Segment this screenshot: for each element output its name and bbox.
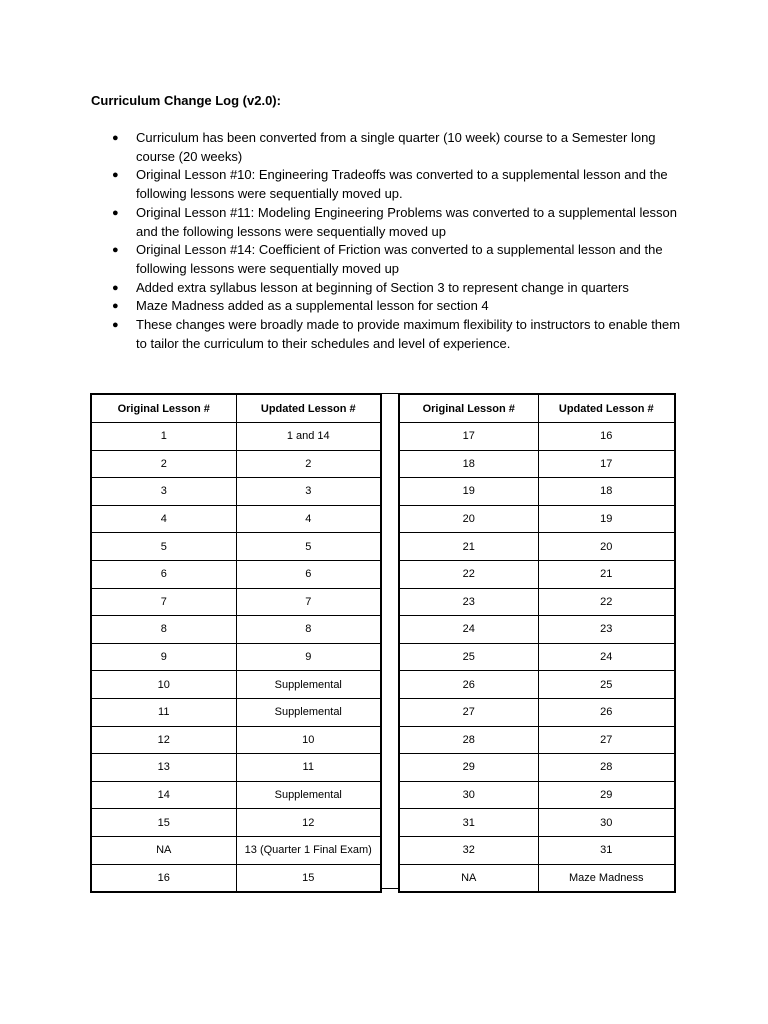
table-row (91, 450, 381, 478)
original-lesson-cell: 31 (399, 809, 538, 837)
updated-lesson-cell: 18 (538, 478, 675, 506)
table-row (399, 643, 675, 671)
change-note (91, 316, 683, 353)
original-lesson-cell: 28 (399, 726, 538, 754)
table-row (91, 671, 381, 699)
table-row (91, 643, 381, 671)
updated-lesson-cell: Supplemental (236, 781, 381, 809)
original-lesson-cell: 29 (399, 754, 538, 782)
original-lesson-cell: 9 (91, 643, 236, 671)
updated-lesson-cell: 20 (538, 533, 675, 561)
original-lesson-cell: 11 (91, 698, 236, 726)
table-body-right (399, 423, 675, 893)
updated-lesson-cell: 16 (538, 423, 675, 451)
updated-lesson-cell: 29 (538, 781, 675, 809)
column-header-original-lesson: Original Lesson # (91, 394, 236, 423)
table-row (91, 533, 381, 561)
table-row (399, 533, 675, 561)
original-lesson-cell: 12 (91, 726, 236, 754)
table-row (399, 864, 675, 892)
original-lesson-cell: 21 (399, 533, 538, 561)
original-lesson-cell: 14 (91, 781, 236, 809)
change-note-text: Original Lesson #14: Coefficient of Friction was converted to a supplemental lesson and the following lessons were sequentially moved up (136, 242, 663, 276)
table-row (91, 423, 381, 451)
updated-lesson-cell: 26 (538, 698, 675, 726)
table-row (91, 478, 381, 506)
updated-lesson-cell: 23 (538, 616, 675, 644)
original-lesson-cell: 26 (399, 671, 538, 699)
table-row (91, 864, 381, 892)
updated-lesson-cell: 4 (236, 505, 381, 533)
original-lesson-cell: 3 (91, 478, 236, 506)
updated-lesson-cell: Supplemental (236, 671, 381, 699)
column-header-updated-lesson: Updated Lesson # (538, 394, 675, 423)
original-lesson-cell: 25 (399, 643, 538, 671)
updated-lesson-cell: 5 (236, 533, 381, 561)
bullet-icon: ● (112, 300, 119, 313)
table-row (399, 588, 675, 616)
table-row (91, 754, 381, 782)
table-row (399, 726, 675, 754)
change-note (91, 297, 683, 316)
table-body-left (91, 423, 381, 893)
table-header-row (399, 394, 675, 423)
table-row (399, 450, 675, 478)
original-lesson-cell: 32 (399, 836, 538, 864)
change-note (91, 166, 683, 203)
updated-lesson-cell: 7 (236, 588, 381, 616)
column-header-updated-lesson: Updated Lesson # (236, 394, 381, 423)
table-row (91, 505, 381, 533)
updated-lesson-cell: 19 (538, 505, 675, 533)
updated-lesson-cell: 9 (236, 643, 381, 671)
column-header-original-lesson: Original Lesson # (399, 394, 538, 423)
original-lesson-cell: 15 (91, 809, 236, 837)
table-row (399, 698, 675, 726)
original-lesson-cell: 20 (399, 505, 538, 533)
original-lesson-cell: 10 (91, 671, 236, 699)
change-note (91, 241, 683, 278)
table-row (399, 781, 675, 809)
updated-lesson-cell: 22 (538, 588, 675, 616)
original-lesson-cell: 6 (91, 560, 236, 588)
table-row (399, 505, 675, 533)
updated-lesson-cell: 17 (538, 450, 675, 478)
lesson-mapping-table-right (398, 393, 676, 893)
original-lesson-cell: 2 (91, 450, 236, 478)
change-note-text: Curriculum has been converted from a single quarter (10 week) course to a Semester long course (20 weeks) (136, 130, 656, 164)
table-row (91, 726, 381, 754)
table-gap-column (381, 393, 398, 889)
original-lesson-cell: 22 (399, 560, 538, 588)
original-lesson-cell: 19 (399, 478, 538, 506)
table-row (91, 698, 381, 726)
original-lesson-cell: 16 (91, 864, 236, 892)
original-lesson-cell: 13 (91, 754, 236, 782)
lesson-mapping-table (90, 393, 676, 891)
change-note-text: Original Lesson #11: Modeling Engineering Problems was converted to a supplemental lesson and the following lessons were sequentially moved up (136, 204, 678, 239)
updated-lesson-cell: 10 (236, 726, 381, 754)
updated-lesson-cell: Maze Madness (538, 864, 675, 892)
updated-lesson-cell: 11 (236, 754, 381, 782)
updated-lesson-cell: 27 (538, 726, 675, 754)
original-lesson-cell: NA (399, 864, 538, 892)
original-lesson-cell: 7 (91, 588, 236, 616)
change-note (91, 129, 683, 166)
change-note-text: Maze Madness added as a supplemental lesson for section 4 (136, 298, 489, 314)
updated-lesson-cell: Supplemental (236, 698, 381, 726)
updated-lesson-cell: 28 (538, 754, 675, 782)
change-note (91, 204, 683, 241)
table-row (91, 836, 381, 864)
change-note-text: Original Lesson #10: Engineering Tradeoffs was converted to a supplemental lesson and the following lessons were sequentially moved up. (136, 167, 668, 202)
original-lesson-cell: 4 (91, 505, 236, 533)
updated-lesson-cell: 1 and 14 (236, 423, 381, 451)
original-lesson-cell: 8 (91, 616, 236, 644)
updated-lesson-cell: 30 (538, 809, 675, 837)
updated-lesson-cell: 3 (236, 478, 381, 506)
original-lesson-cell: 5 (91, 533, 236, 561)
updated-lesson-cell: 12 (236, 809, 381, 837)
table-row (91, 616, 381, 644)
change-note (91, 279, 683, 298)
original-lesson-cell: 24 (399, 616, 538, 644)
updated-lesson-cell: 24 (538, 643, 675, 671)
updated-lesson-cell: 6 (236, 560, 381, 588)
table-row (399, 754, 675, 782)
table-row (399, 809, 675, 837)
bullet-icon: ● (112, 206, 119, 219)
updated-lesson-cell: 8 (236, 616, 381, 644)
updated-lesson-cell: 13 (Quarter 1 Final Exam) (236, 836, 381, 864)
change-note-text: These changes were broadly made to provide maximum flexibility to instructors to enable them to tailor the curriculum to their schedules and level of experience. (136, 317, 681, 351)
original-lesson-cell: 17 (399, 423, 538, 451)
table-row (399, 560, 675, 588)
change-note-text: Added extra syllabus lesson at beginning of Section 3 to represent change in quarters (136, 279, 629, 295)
lesson-mapping-table-left (90, 393, 382, 893)
original-lesson-cell: NA (91, 836, 236, 864)
original-lesson-cell: 27 (399, 698, 538, 726)
bullet-icon: ● (112, 169, 119, 182)
table-row (399, 478, 675, 506)
table-row (399, 836, 675, 864)
table-row (399, 671, 675, 699)
table-row (399, 423, 675, 451)
original-lesson-cell: 1 (91, 423, 236, 451)
original-lesson-cell: 30 (399, 781, 538, 809)
bullet-icon: ● (112, 319, 119, 332)
bullet-icon: ● (112, 244, 119, 257)
bullet-icon: ● (112, 281, 119, 294)
updated-lesson-cell: 31 (538, 836, 675, 864)
updated-lesson-cell: 25 (538, 671, 675, 699)
table-row (399, 616, 675, 644)
change-notes-list (91, 129, 683, 353)
table-row (91, 781, 381, 809)
updated-lesson-cell: 15 (236, 864, 381, 892)
updated-lesson-cell: 21 (538, 560, 675, 588)
original-lesson-cell: 18 (399, 450, 538, 478)
table-row (91, 809, 381, 837)
original-lesson-cell: 23 (399, 588, 538, 616)
updated-lesson-cell: 2 (236, 450, 381, 478)
bullet-icon: ● (112, 132, 119, 144)
table-header-row (91, 394, 381, 423)
table-row (91, 560, 381, 588)
table-row (91, 588, 381, 616)
document-title: Curriculum Change Log (v2.0): (91, 93, 281, 108)
